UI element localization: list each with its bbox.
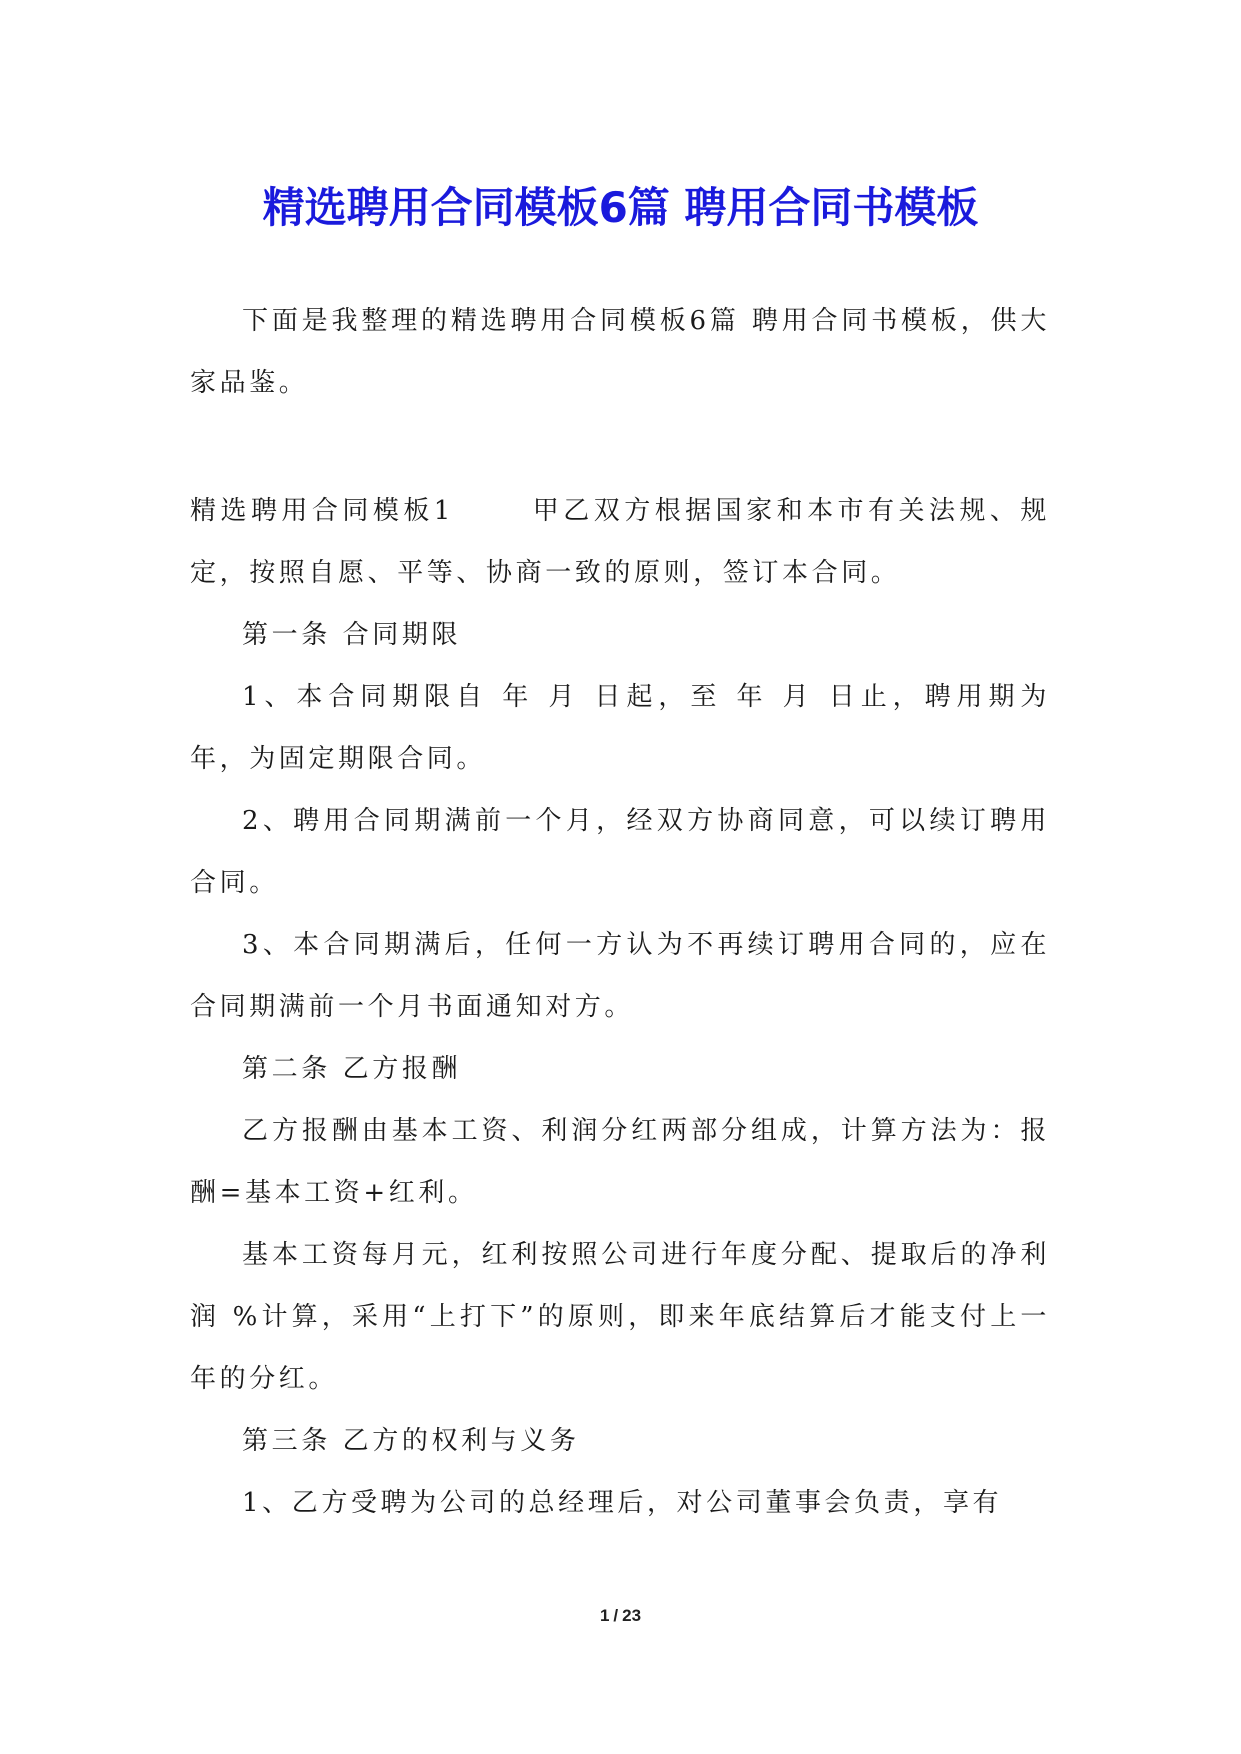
section-1-heading: 精选聘用合同模板1 [190,496,454,526]
article-3-heading: 第三条 乙方的权利与义务 [242,1426,580,1456]
page-number [0,1606,1241,1626]
article-1-item-1: 1、本合同期限自 年 月 日起，至 年 月 日止，聘用期为 年，为固定期限合同。 [190,682,1050,774]
current-page-number: 1 [599,1606,610,1625]
article-1-item-2: 2、聘用合同期满前一个月，经双方协商同意，可以续订聘用合同。 [190,806,1050,898]
page-separator: / [613,1606,619,1625]
section-1-lead: 甲乙双方根据国家和本市有关法规、规定，按照自愿、平等、协商一致的原则，签订本合同。 [190,496,1050,588]
article-2-heading: 第二条 乙方报酬 [242,1054,462,1084]
document-title: 精选聘用合同模板6篇 聘用合同书模板 [262,183,979,233]
article-1-heading: 第一条 合同期限 [242,620,462,650]
article-2-paragraph-2: 基本工资每月元，红利按照公司进行年度分配、提取后的净利润 %计算，采用“上打下”的原则，即来年底结算后才能支付上一年的分红。 [190,1240,1050,1394]
intro-paragraph: 下面是我整理的精选聘用合同模板6篇 聘用合同书模板，供大家品鉴。 [190,306,1050,398]
article-3-item-1: 1、乙方受聘为公司的总经理后，对公司董事会负责，享有 [242,1488,1003,1518]
total-page-count: 23 [622,1606,642,1625]
section-1-paragraph [190,480,1050,604]
article-1-item-3: 3、本合同期满后，任何一方认为不再续订聘用合同的，应在合同期满前一个月书面通知对方。 [190,930,1050,1022]
article-2-paragraph-1: 乙方报酬由基本工资、利润分红两部分组成，计算方法为：报酬=基本工资+红利。 [190,1116,1050,1208]
document-body [190,290,1050,1534]
